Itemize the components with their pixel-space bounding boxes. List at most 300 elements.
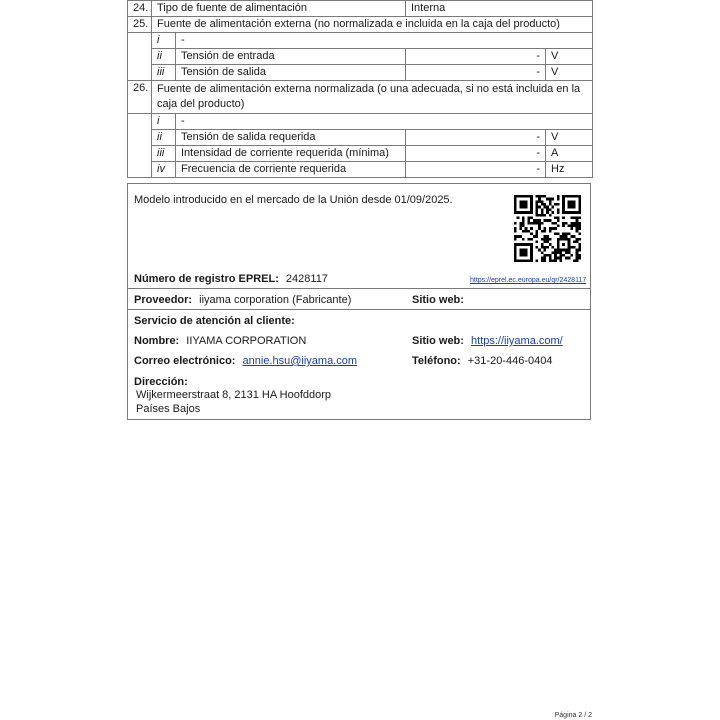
qr-module [525, 251, 528, 254]
qr-module [560, 249, 563, 252]
qr-module [576, 254, 579, 257]
row-number: 25. [128, 17, 152, 33]
qr-module [578, 200, 581, 203]
qr-module [541, 230, 544, 233]
qr-module [543, 249, 546, 252]
row-label: Fuente de alimentación externa (no normalizada e incluida en la caja del producto) [152, 17, 593, 33]
qr-module [538, 249, 541, 252]
qr-module [576, 219, 579, 222]
qr-module [560, 257, 563, 260]
qr-module [578, 203, 581, 206]
qr-module [519, 243, 522, 246]
qr-module [570, 222, 573, 225]
qr-module [527, 238, 530, 241]
qr-module [514, 227, 517, 230]
qr-module [549, 203, 552, 206]
qr-module [560, 235, 563, 238]
divider [128, 309, 590, 310]
qr-module [557, 238, 560, 241]
qr-module [576, 257, 579, 260]
qr-module [527, 216, 530, 219]
qr-module [525, 206, 528, 209]
qr-module [519, 203, 522, 206]
table-row [128, 81, 593, 114]
qr-module [554, 249, 557, 252]
qr-module [552, 211, 555, 214]
qr-module [568, 257, 571, 260]
qr-module [530, 222, 533, 225]
qr-module [527, 211, 530, 214]
qr-module [573, 206, 576, 209]
customer-service-heading [134, 315, 295, 328]
qr-module [554, 203, 557, 206]
product-info-box [127, 183, 591, 420]
qr-module [525, 259, 528, 262]
qr-module [546, 219, 549, 222]
contact-website-label: Sitio web: [412, 335, 464, 347]
qr-module [525, 203, 528, 206]
qr-module [546, 208, 549, 211]
qr-module [570, 227, 573, 230]
qr-module [549, 243, 552, 246]
qr-module [530, 206, 533, 209]
qr-module [530, 195, 533, 198]
qr-module [570, 254, 573, 257]
qr-module [576, 195, 579, 198]
qr-module [562, 195, 565, 198]
qr-module [576, 251, 579, 254]
qr-module [543, 238, 546, 241]
qr-module [568, 243, 571, 246]
qr-module [538, 222, 541, 225]
qr-module [522, 206, 525, 209]
qr-module [543, 206, 546, 209]
subrow-value: - [406, 162, 546, 178]
qr-module [541, 246, 544, 249]
qr-module [517, 243, 520, 246]
supplier-website-label: Sitio web: [412, 294, 464, 306]
qr-module [565, 195, 568, 198]
qr-module [570, 224, 573, 227]
contact-email-label: Correo electrónico: [134, 355, 236, 367]
qr-module [514, 198, 517, 201]
qr-module [570, 195, 573, 198]
qr-module [538, 224, 541, 227]
subrow-label: Tensión de entrada [176, 49, 406, 65]
qr-module [527, 230, 530, 233]
qr-module [565, 211, 568, 214]
qr-module [557, 203, 560, 206]
subrow-unit: V [546, 130, 593, 146]
qr-module [543, 219, 546, 222]
table-subrow [128, 162, 593, 178]
qr-module [554, 259, 557, 262]
qr-module [522, 249, 525, 252]
qr-module [549, 259, 552, 262]
qr-module [565, 257, 568, 260]
qr-module [525, 249, 528, 252]
qr-module [560, 254, 563, 257]
qr-module [538, 195, 541, 198]
supplier-website [412, 294, 464, 307]
qr-module [543, 254, 546, 257]
eprel-link[interactable]: https://eprel.ec.europa.eu/qr/2428117 [470, 277, 587, 284]
eprel-registration [134, 273, 328, 286]
qr-module [522, 203, 525, 206]
qr-module [522, 216, 525, 219]
qr-module [573, 222, 576, 225]
qr-module [541, 203, 544, 206]
qr-module [522, 254, 525, 257]
qr-module [560, 259, 563, 262]
qr-module [535, 214, 538, 217]
qr-module [562, 233, 565, 236]
qr-module [530, 254, 533, 257]
qr-module [554, 222, 557, 225]
qr-module [519, 206, 522, 209]
qr-module [543, 203, 546, 206]
qr-module [517, 195, 520, 198]
subrow-index: ii [152, 130, 176, 146]
subrow-label: Tensión de salida [176, 65, 406, 81]
qr-module [573, 211, 576, 214]
qr-module [565, 238, 568, 241]
row-label: Tipo de fuente de alimentación [152, 1, 406, 17]
qr-module [530, 259, 533, 262]
qr-module [554, 233, 557, 236]
qr-module [535, 230, 538, 233]
qr-module [552, 222, 555, 225]
qr-module [514, 249, 517, 252]
qr-module [514, 230, 517, 233]
qr-module [554, 254, 557, 257]
qr-module [568, 246, 571, 249]
qr-module [560, 251, 563, 254]
qr-module [568, 200, 571, 203]
qr-module [557, 233, 560, 236]
qr-module [570, 200, 573, 203]
subrow-unit: V [546, 65, 593, 81]
qr-module [552, 198, 555, 201]
contact-name: IIYAMA CORPORATION [186, 335, 307, 347]
qr-module [514, 208, 517, 211]
qr-module [541, 208, 544, 211]
qr-module [530, 211, 533, 214]
qr-module [562, 243, 565, 246]
qr-module [557, 198, 560, 201]
qr-module [535, 211, 538, 214]
qr-module [541, 251, 544, 254]
qr-module [543, 230, 546, 233]
qr-module [562, 235, 565, 238]
address-heading [134, 376, 188, 389]
qr-module [573, 195, 576, 198]
qr-module [530, 200, 533, 203]
qr-module [557, 224, 560, 227]
row-number: 24. [128, 1, 152, 17]
qr-module [535, 233, 538, 236]
qr-module [568, 224, 571, 227]
qr-module [568, 233, 571, 236]
qr-module [543, 227, 546, 230]
qr-module [538, 198, 541, 201]
qr-module [543, 241, 546, 244]
qr-module [514, 235, 517, 238]
supplier-name: iiyama corporation (Fabricante) [199, 294, 352, 306]
qr-module [533, 222, 536, 225]
qr-module [530, 257, 533, 260]
qr-module [525, 230, 528, 233]
qr-module [549, 257, 552, 260]
qr-module [514, 243, 517, 246]
qr-module [560, 238, 563, 241]
qr-module [517, 216, 520, 219]
qr-module [535, 259, 538, 262]
qr-module [562, 211, 565, 214]
qr-module [549, 219, 552, 222]
qr-module [530, 249, 533, 252]
qr-module [541, 222, 544, 225]
qr-module [562, 198, 565, 201]
qr-module [530, 251, 533, 254]
contact-email-row [134, 355, 357, 368]
qr-module [541, 259, 544, 262]
qr-module [538, 206, 541, 209]
qr-module [578, 224, 581, 227]
qr-module [576, 230, 579, 233]
row-indent [128, 49, 152, 65]
contact-website-link[interactable]: https://iiyama.com/ [471, 335, 563, 347]
qr-module [535, 241, 538, 244]
qr-module [525, 195, 528, 198]
qr-module [573, 241, 576, 244]
qr-module [557, 249, 560, 252]
qr-module [576, 227, 579, 230]
qr-module [525, 254, 528, 257]
contact-phone: +31-20-446-0404 [467, 355, 553, 367]
qr-module [557, 219, 560, 222]
qr-module [565, 251, 568, 254]
qr-code[interactable] [514, 195, 581, 262]
qr-module [519, 254, 522, 257]
subrow-index: iii [152, 65, 176, 81]
spec-table [127, 0, 593, 178]
qr-module [576, 238, 579, 241]
row-indent [128, 130, 152, 146]
qr-module [552, 227, 555, 230]
qr-module [576, 241, 579, 244]
qr-module [568, 241, 571, 244]
qr-module [568, 203, 571, 206]
qr-module [578, 233, 581, 236]
qr-module [525, 211, 528, 214]
subrow-label: - [176, 114, 593, 130]
qr-module [565, 222, 568, 225]
qr-module [519, 222, 522, 225]
qr-module [549, 254, 552, 257]
qr-module [533, 235, 536, 238]
subrow-unit: Hz [546, 162, 593, 178]
qr-module [573, 224, 576, 227]
qr-module [562, 203, 565, 206]
qr-module [522, 230, 525, 233]
qr-module [519, 249, 522, 252]
qr-module [557, 243, 560, 246]
qr-module [538, 214, 541, 217]
subrow-index: iii [152, 146, 176, 162]
qr-module [562, 238, 565, 241]
qr-module [541, 214, 544, 217]
qr-module [519, 211, 522, 214]
qr-module [576, 211, 579, 214]
contact-email-link[interactable]: annie.hsu@iiyama.com [242, 355, 358, 367]
qr-module [562, 216, 565, 219]
qr-module [522, 243, 525, 246]
qr-module [514, 206, 517, 209]
contact-website-row [412, 335, 563, 348]
contact-name-label: Nombre: [134, 335, 180, 347]
qr-module [541, 195, 544, 198]
qr-module [543, 246, 546, 249]
qr-module [519, 227, 522, 230]
qr-module [557, 211, 560, 214]
subrow-label: - [176, 33, 593, 49]
supplier-row [134, 294, 351, 307]
supplier-label: Proveedor: [134, 294, 193, 306]
row-indent [128, 65, 152, 81]
qr-module [549, 238, 552, 241]
qr-module [522, 238, 525, 241]
qr-module [514, 246, 517, 249]
table-subrow [128, 65, 593, 81]
qr-module [517, 211, 520, 214]
qr-module [543, 259, 546, 262]
customer-service-label: Servicio de atención al cliente: [134, 315, 295, 327]
subrow-value: - [406, 49, 546, 65]
qr-module [535, 208, 538, 211]
qr-module [573, 246, 576, 249]
qr-module [578, 216, 581, 219]
table-row [128, 1, 593, 17]
qr-module [578, 198, 581, 201]
qr-module [546, 198, 549, 201]
qr-module [522, 251, 525, 254]
qr-module [568, 195, 571, 198]
qr-module [562, 200, 565, 203]
table-subrow [128, 49, 593, 65]
qr-module [568, 238, 571, 241]
qr-module [541, 200, 544, 203]
row-indent [128, 33, 152, 49]
qr-module [530, 243, 533, 246]
qr-module [546, 211, 549, 214]
qr-module [549, 230, 552, 233]
qr-module [535, 246, 538, 249]
qr-module [576, 259, 579, 262]
qr-module [570, 211, 573, 214]
qr-module [519, 235, 522, 238]
qr-module [514, 259, 517, 262]
row-indent [128, 162, 152, 178]
qr-module [573, 203, 576, 206]
qr-module [549, 200, 552, 203]
qr-module [549, 208, 552, 211]
qr-module [522, 224, 525, 227]
qr-module [546, 238, 549, 241]
qr-module [578, 211, 581, 214]
qr-module [527, 195, 530, 198]
qr-module [552, 246, 555, 249]
qr-module [530, 227, 533, 230]
qr-module [546, 246, 549, 249]
row-label: Fuente de alimentación externa normalizada (o una adecuada, si no está incluida en la caja del producto) [152, 81, 593, 114]
qr-module [557, 251, 560, 254]
page-number: Página 2 / 2 [554, 712, 592, 719]
qr-module [557, 195, 560, 198]
qr-module [562, 224, 565, 227]
qr-module [527, 222, 530, 225]
qr-module [546, 241, 549, 244]
qr-module [522, 200, 525, 203]
contact-phone-label: Teléfono: [412, 355, 461, 367]
qr-module [578, 208, 581, 211]
subrow-value: - [406, 130, 546, 146]
qr-module [514, 222, 517, 225]
row-indent [128, 146, 152, 162]
qr-module [522, 211, 525, 214]
qr-module [578, 206, 581, 209]
qr-module [565, 235, 568, 238]
qr-module [554, 257, 557, 260]
qr-module [573, 259, 576, 262]
qr-module [578, 238, 581, 241]
address-line-1: Wijkermeerstraat 8, 2131 HA Hoofddorp [136, 389, 332, 401]
qr-module [535, 222, 538, 225]
qr-module [570, 216, 573, 219]
qr-module [565, 249, 568, 252]
qr-module [568, 211, 571, 214]
qr-module [562, 206, 565, 209]
qr-module [538, 200, 541, 203]
subrow-label: Tensión de salida requerida [176, 130, 406, 146]
qr-module [535, 203, 538, 206]
qr-module [554, 227, 557, 230]
qr-module [573, 200, 576, 203]
qr-module [578, 222, 581, 225]
table-subrow [128, 130, 593, 146]
qr-module [517, 259, 520, 262]
subrow-index: iv [152, 162, 176, 178]
table-subrow [128, 33, 593, 49]
subrow-value: - [406, 65, 546, 81]
divider [128, 288, 590, 289]
address-line-2: Países Bajos [136, 403, 201, 415]
qr-module [514, 254, 517, 257]
qr-module [543, 214, 546, 217]
qr-module [522, 259, 525, 262]
qr-module [578, 243, 581, 246]
qr-module [535, 206, 538, 209]
qr-module [568, 206, 571, 209]
qr-module [519, 200, 522, 203]
qr-module [557, 208, 560, 211]
qr-module [573, 216, 576, 219]
qr-module [535, 200, 538, 203]
qr-module [578, 257, 581, 260]
subrow-unit: A [546, 146, 593, 162]
qr-module [554, 216, 557, 219]
qr-module [519, 195, 522, 198]
